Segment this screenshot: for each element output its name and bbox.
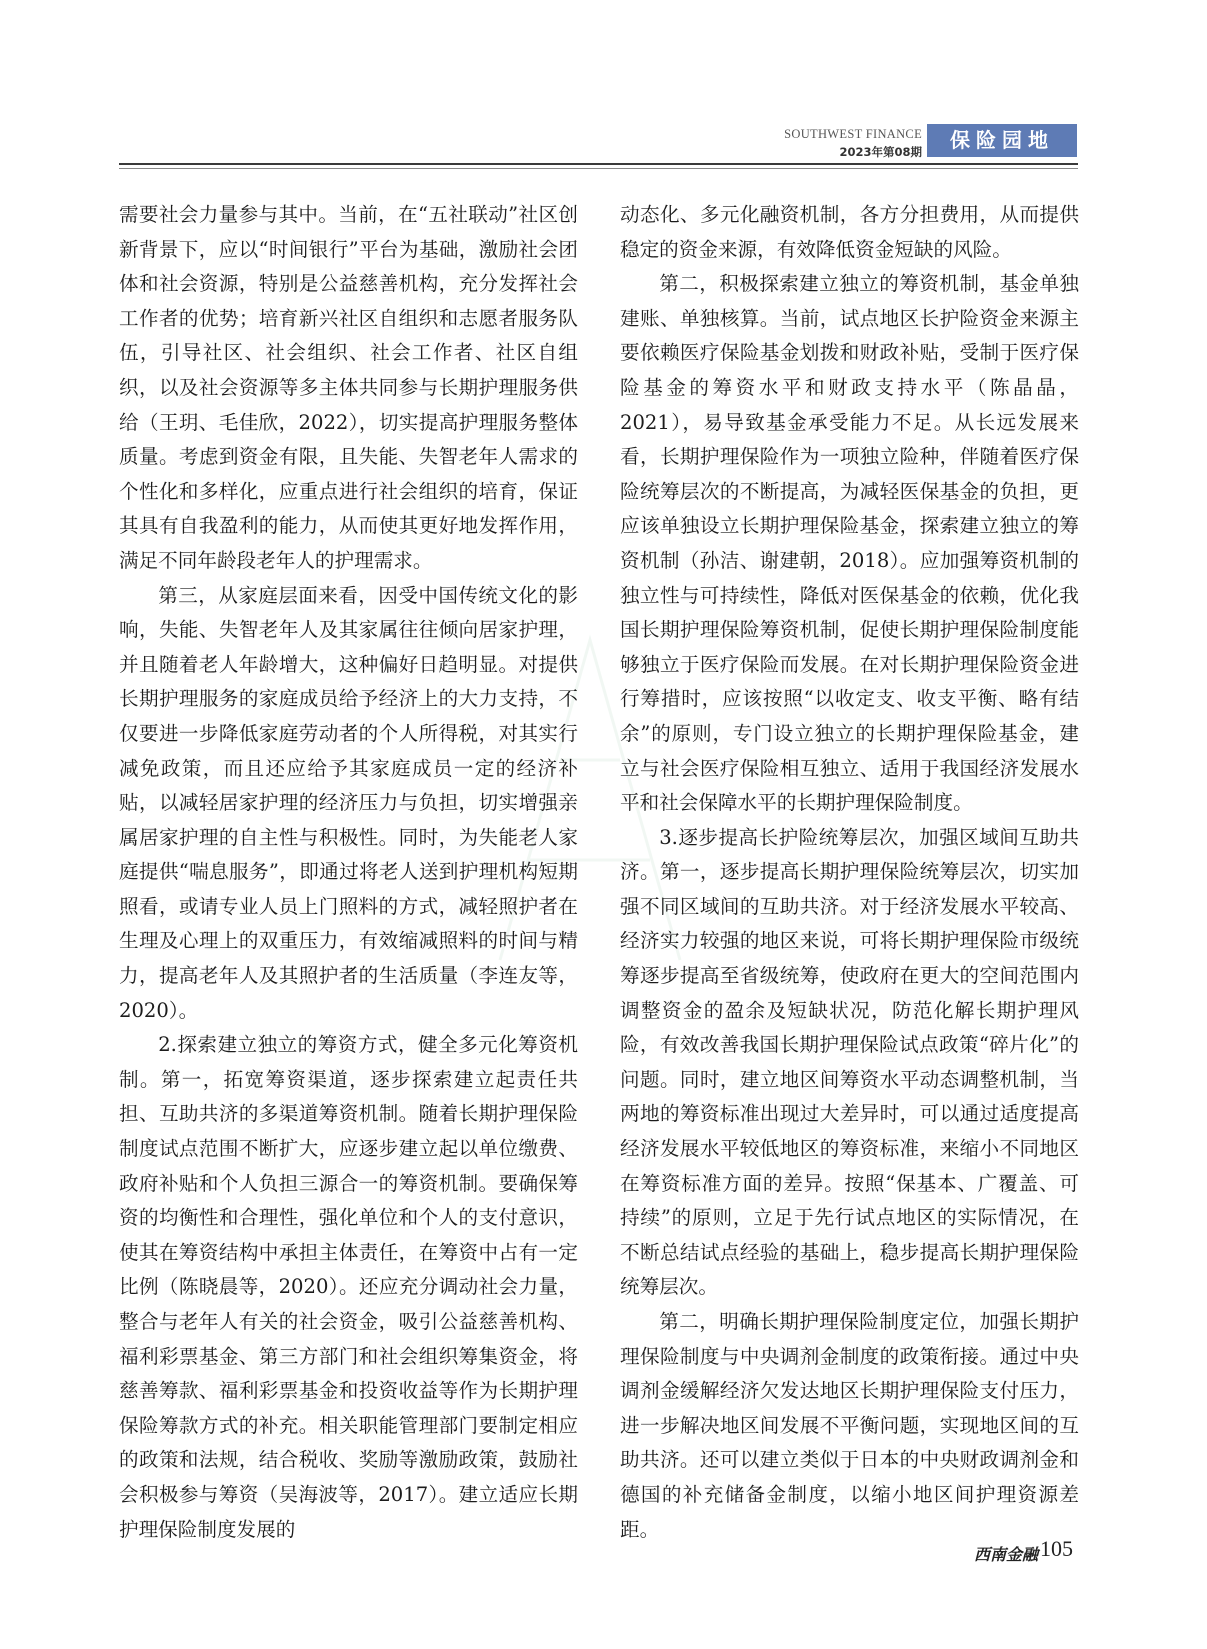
right-text-column xyxy=(620,198,1079,1547)
paragraph: 第二，积极探索建立独立的筹资机制，基金单独建账、单独核算。当前，试点地区长护险资金来源主要依赖医疗保险基金划拨和财政补贴，受制于医疗保险基金的筹资水平和财政支持水平（陈晶晶，2021），易导致基金承受能力不足。从长远发展来看，长期护理保险作为一项独立险种，伴随着医疗保险统筹层次的不断提高，为减轻医保基金的负担，更应该单独设立长期护理保险基金，探索建立独立的筹资机制（孙洁、谢建朝，2018）。应加强筹资机制的独立性与可持续性，降低对医保基金的依赖，优化我国长期护理保险筹资机制，促使长期护理保险制度能够独立于医疗保险而发展。在对长期护理保险资金进行筹措时，应该按照“以收定支、收支平衡、略有结余”的原则，专门设立独立的长期护理保险基金，建立与社会医疗保险相互独立、适用于我国经济发展水平和社会保障水平的长期护理保险制度。 xyxy=(620,272,1079,815)
header-rule-thin xyxy=(119,168,1078,169)
section-title-badge: 保险园地 xyxy=(927,124,1077,157)
header-rule-thick xyxy=(119,163,1078,165)
footer-journal-brand: 西南金融 xyxy=(973,1545,1038,1564)
paragraph: 第二，明确长期护理保险制度定位，加强长期护理保险制度与中央调剂金制度的政策衔接。通过中央调剂金缓解经济欠发达地区长期护理保险支付压力，进一步解决地区间发展不平衡问题，实现地区间的互助共济。还可以建立类似于日本的中央财政调剂金和德国的补充储备金制度，以缩小地区间护理资源差距。 xyxy=(620,1310,1079,1541)
paragraph: 2.探索建立独立的筹资方式，健全多元化筹资机制。第一，拓宽筹资渠道，逐步探索建立起责任共担、互助共济的多渠道筹资机制。随着长期护理保险制度试点范围不断扩大，应逐步建立起以单位缴费、政府补贴和个人负担三源合一的筹资机制。要确保筹资的均衡性和合理性，强化单位和个人的支付意识，使其在筹资结构中承担主体责任，在筹资中占有一定比例（陈晓晨等，2020）。还应充分调动社会力量，整合与老年人有关的社会资金，吸引公益慈善机构、福利彩票基金、第三方部门和社会组织筹集资金，将慈善筹款、福利彩票基金和投资收益等作为长期护理保险筹款方式的补充。相关职能管理部门要制定相应的政策和法规，结合税收、奖励等激励政策，鼓励社会积极参与筹资（吴海波等，2017）。建立适应长期护理保险制度发展的 xyxy=(119,1033,578,1541)
paragraph: 动态化、多元化融资机制，各方分担费用，从而提供稳定的资金来源，有效降低资金短缺的风险。 xyxy=(620,203,1079,261)
issue-label: 2023年第08期 xyxy=(839,145,922,159)
page-header xyxy=(0,0,1207,175)
page-number: 105 xyxy=(1040,1536,1073,1561)
left-text-column xyxy=(119,198,578,1547)
paragraph: 第三，从家庭层面来看，因受中国传统文化的影响，失能、失智老年人及其家属往往倾向居家护理，并且随着老人年龄增大，这种偏好日趋明显。对提供长期护理服务的家庭成员给予经济上的大力支持，不仅要进一步降低家庭劳动者的个人所得税，对其实行减免政策，而且还应给予其家庭成员一定的经济补贴，以减轻居家护理的经济压力与负担，切实增强亲属居家护理的自主性与积极性。同时，为失能老人家庭提供“喘息服务”，即通过将老人送到护理机构短期照看，或请专业人员上门照料的方式，减轻照护者在生理及心理上的双重压力，有效缩减照料的时间与精力，提高老年人及其照护者的生活质量（李连友等，2020）。 xyxy=(119,583,578,1022)
paragraph: 3.逐步提高长护险统筹层次，加强区域间互助共济。第一，逐步提高长期护理保险统筹层次，切实加强不同区域间的互助共济。对于经济发展水平较高、经济实力较强的地区来说，可将长期护理保险市级统筹逐步提高至省级统筹，使政府在更大的空间范围内调整资金的盈余及短缺状况，防范化解长期护理风险，有效改善我国长期护理保险试点政策“碎片化”的问题。同时，建立地区间筹资水平动态调整机制，当两地的筹资标准出现过大差异时，可以通过适度提高经济发展水平较低地区的筹资标准，来缩小不同地区在筹资标准方面的差异。按照“保基本、广覆盖、可持续”的原则，立足于先行试点地区的实际情况，在不断总结试点经验的基础上，稳步提高长期护理保险统筹层次。 xyxy=(620,825,1079,1299)
paragraph: 需要社会力量参与其中。当前，在“五社联动”社区创新背景下，应以“时间银行”平台为基础，激励社会团体和社会资源，特别是公益慈善机构，充分发挥社会工作者的优势；培育新兴社区自组织和志愿者服务队伍，引导社区、社会组织、社会工作者、社区自组织，以及社会资源等多主体共同参与长期护理服务供给（王玥、毛佳欣，2022），切实提高护理服务整体质量。考虑到资金有限，且失能、失智老年人需求的个性化和多样化，应重点进行社会组织的培育，保证其具有自我盈利的能力，从而使其更好地发挥作用，满足不同年龄段老年人的护理需求。 xyxy=(119,203,578,572)
journal-english-title: SOUTHWEST FINANCE xyxy=(784,127,922,141)
